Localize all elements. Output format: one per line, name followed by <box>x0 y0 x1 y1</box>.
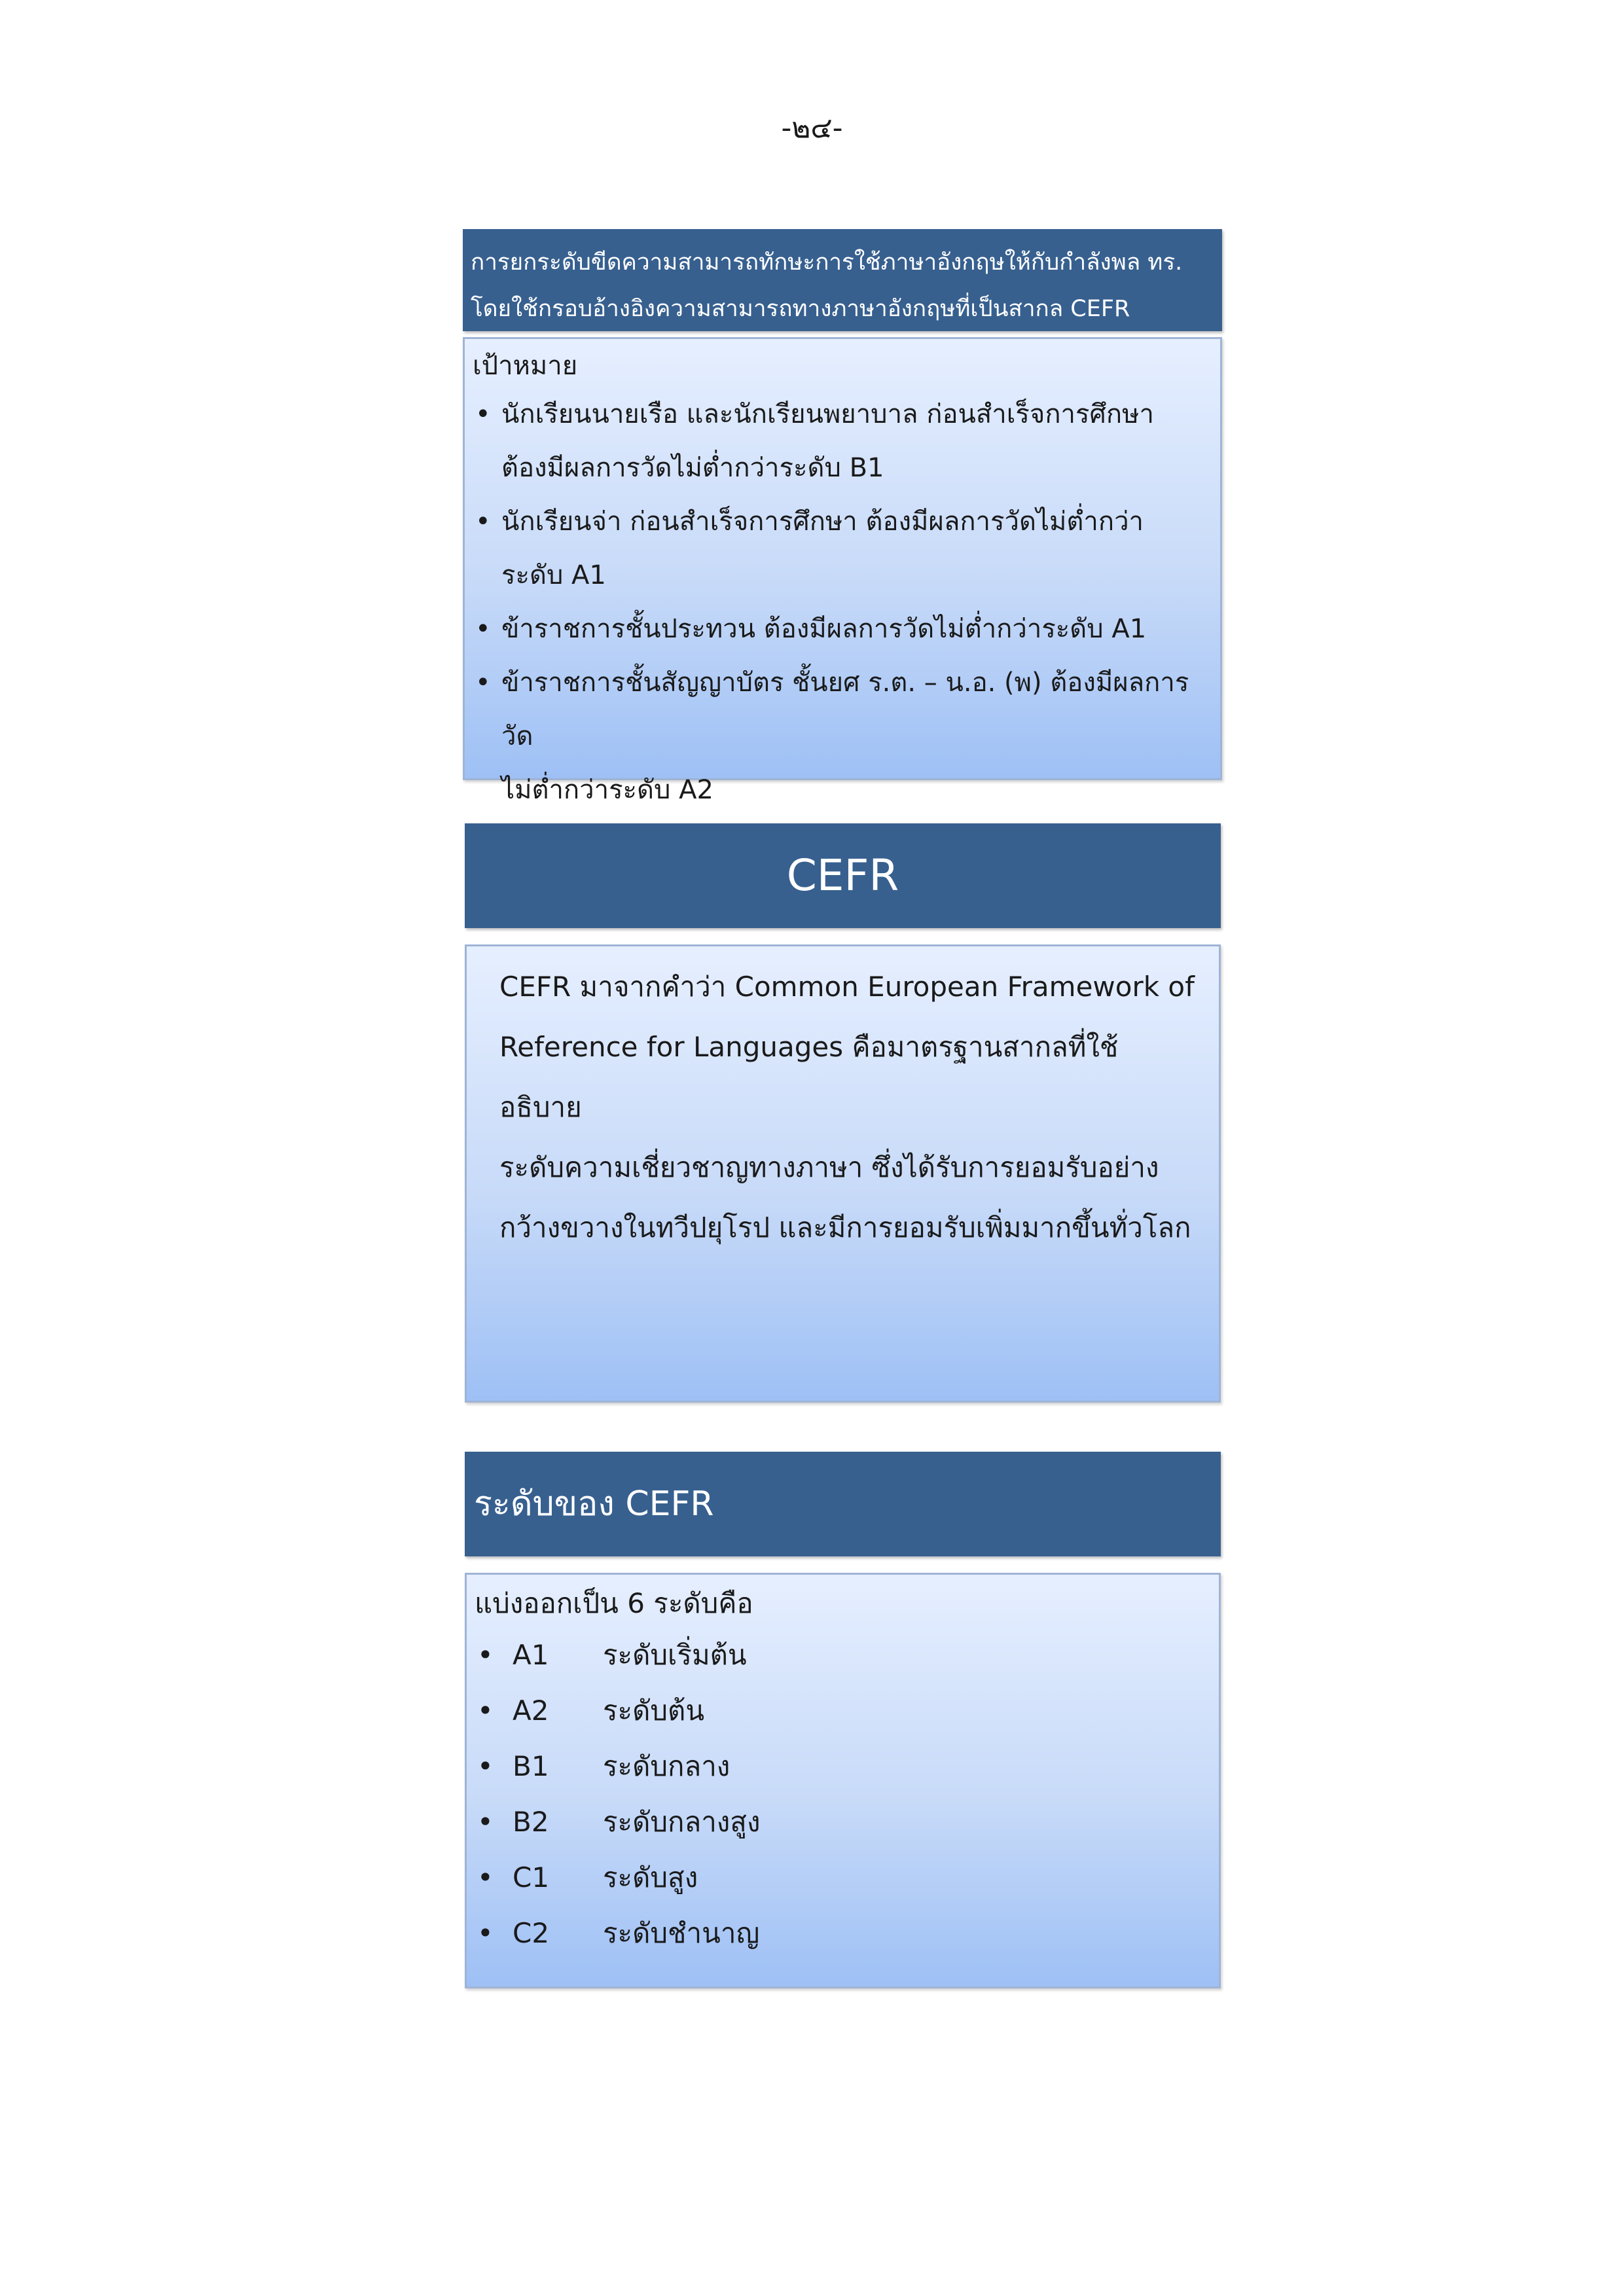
level-code: A1 <box>513 1639 549 1671</box>
level-item <box>475 1738 1214 1794</box>
level-code: B1 <box>513 1750 549 1782</box>
cefr-title-bar <box>465 823 1221 928</box>
bullet-icon: • <box>477 1861 494 1893</box>
level-description: ระดับกลางสูง <box>603 1806 761 1838</box>
level-description: ระดับชำนาญ <box>603 1917 760 1949</box>
bullet-icon: • <box>477 1750 494 1782</box>
goal-item-line-1: นักเรียนจ่า ก่อนสำเร็จการศึกษา ต้องมีผลการวัดไม่ต่ำกว่า <box>501 507 1144 537</box>
goal-item <box>473 602 1215 656</box>
goal-item-line-2: ไม่ต่ำกว่าระดับ A2 <box>501 775 713 805</box>
goal-item <box>473 495 1215 602</box>
bullet-icon: • <box>477 1917 494 1949</box>
cefr-levels-box <box>465 1573 1221 1988</box>
cefr-definition-line: Reference for Languages คือมาตรฐานสากลที่ใช้อธิบาย <box>499 1031 1119 1123</box>
policy-title-line-1: การยกระดับขีดความสามารถทักษะการใช้ภาษาอังกฤษให้กับกำลังพล ทร. <box>471 249 1183 276</box>
bullet-icon: • <box>475 399 491 429</box>
level-code: C2 <box>513 1917 550 1949</box>
bullet-icon: • <box>477 1695 494 1727</box>
level-description: ระดับสูง <box>603 1861 698 1893</box>
level-code: A2 <box>513 1695 549 1727</box>
level-item <box>475 1627 1214 1683</box>
goal-item <box>473 656 1215 817</box>
cefr-definition-box <box>465 944 1221 1403</box>
level-description: ระดับเริ่มต้น <box>603 1639 747 1671</box>
policy-title-bar <box>463 229 1222 331</box>
goal-item-line-2: ต้องมีผลการวัดไม่ต่ำกว่าระดับ B1 <box>501 453 884 483</box>
goals-heading: เป้าหมาย <box>473 351 578 381</box>
cefr-levels-heading: แบ่งออกเป็น 6 ระดับคือ <box>475 1587 753 1619</box>
cefr-definition-line: กว้างขวางในทวีปยุโรป และมีการยอมรับเพิ่มมากขึ้นทั่วโลก <box>499 1211 1191 1244</box>
bullet-icon: • <box>475 507 491 537</box>
bullet-icon: • <box>477 1639 494 1671</box>
goal-item <box>473 387 1215 495</box>
page-number: -๒๔- <box>781 111 843 145</box>
goals-box <box>463 337 1222 805</box>
level-code: B2 <box>513 1806 549 1838</box>
bullet-icon: • <box>477 1806 494 1838</box>
cefr-title: CEFR <box>786 850 899 901</box>
goal-item-line-1: ข้าราชการชั้นประทวน ต้องมีผลการวัดไม่ต่ำกว่าระดับ A1 <box>501 614 1147 644</box>
level-code: C1 <box>513 1861 550 1893</box>
goal-item-line-1: ข้าราชการชั้นสัญญาบัตร ชั้นยศ ร.ต. – น.อ. (พ) ต้องมีผลการวัด <box>501 668 1189 751</box>
level-item <box>475 1850 1214 1905</box>
level-item <box>475 1905 1214 1961</box>
cefr-levels-title-bar <box>465 1452 1221 1556</box>
level-item <box>475 1683 1214 1738</box>
cefr-definition-line: ระดับความเชี่ยวชาญทางภาษา ซึ่งได้รับการยอมรับอย่าง <box>499 1151 1159 1183</box>
cefr-levels-title: ระดับของ CEFR <box>474 1484 714 1524</box>
bullet-icon: • <box>475 668 491 698</box>
policy-title-line-2: โดยใช้กรอบอ้างอิงความสามารถทางภาษาอังกฤษที่เป็นสากล CEFR <box>471 296 1130 322</box>
goals-list <box>473 387 1215 817</box>
cefr-levels-list <box>475 1627 1214 1961</box>
level-description: ระดับต้น <box>603 1695 705 1727</box>
level-description: ระดับกลาง <box>603 1750 731 1782</box>
goal-item-line-1: นักเรียนนายเรือ และนักเรียนพยาบาล ก่อนสำเร็จการศึกษา <box>501 399 1154 429</box>
cefr-definition-line: CEFR มาจากคำว่า Common European Framework of <box>499 971 1195 1003</box>
goal-item-line-2: ระดับ A1 <box>501 560 606 590</box>
level-item <box>475 1794 1214 1850</box>
bullet-icon: • <box>475 614 491 644</box>
